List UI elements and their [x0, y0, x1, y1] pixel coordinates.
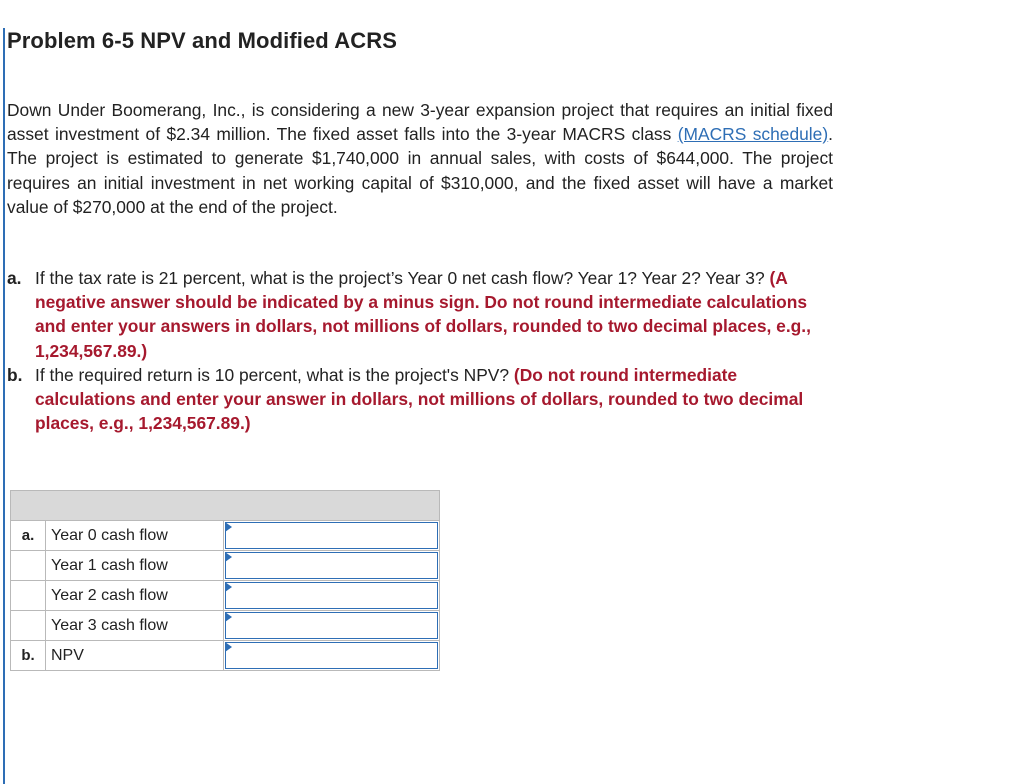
input-marker-icon	[225, 642, 232, 652]
year-0-cash-flow-input[interactable]	[225, 522, 438, 549]
left-border-rule	[3, 28, 5, 784]
row-label: Year 2 cash flow	[46, 581, 224, 611]
npv-input[interactable]	[225, 642, 438, 669]
year-1-cash-flow-input[interactable]	[225, 552, 438, 579]
row-label: NPV	[46, 641, 224, 671]
question-a	[7, 266, 833, 363]
input-marker-icon	[225, 612, 232, 622]
table-row	[11, 521, 440, 551]
question-b-label: b.	[7, 364, 23, 385]
input-marker-icon	[225, 522, 232, 532]
input-marker-icon	[225, 552, 232, 562]
row-part-label	[11, 551, 46, 581]
row-part-label	[11, 611, 46, 641]
row-part-label: a.	[11, 521, 46, 551]
question-b-text: If the required return is 10 percent, what is the project's NPV?	[35, 364, 514, 385]
question-list	[7, 266, 833, 435]
row-part-label	[11, 581, 46, 611]
question-a-text: If the tax rate is 21 percent, what is the project’s Year 0 net cash flow? Year 1? Year 2? Year 3?	[35, 268, 770, 288]
question-b	[7, 363, 833, 436]
question-a-note: (A negative answer should be indicated by a minus sign. Do not round intermediate calculations and enter your answers in dollars, not millions of dollars, rounded to two decimal places, e.g., 1,234,567.89.)	[35, 268, 811, 361]
table-row	[11, 551, 440, 581]
row-label: Year 1 cash flow	[46, 551, 224, 581]
answer-table	[10, 490, 440, 671]
year-2-cash-flow-input[interactable]	[225, 582, 438, 609]
table-row	[11, 611, 440, 641]
year-3-cash-flow-input[interactable]	[225, 612, 438, 639]
intro-text-part1: Down Under Boomerang, Inc., is considering a new 3-year expansion project that requires an initial fixed asset investment of $2.34 million. The fixed asset falls into the 3-year MACRS class	[7, 100, 833, 145]
input-marker-icon	[225, 582, 232, 592]
table-row	[11, 581, 440, 611]
answer-table-header	[11, 491, 440, 521]
problem-title: Problem 6-5 NPV and Modified ACRS	[7, 28, 397, 53]
table-row	[11, 641, 440, 671]
question-a-label: a.	[7, 268, 22, 288]
problem-intro	[7, 98, 833, 219]
question-b-note: (Do not round intermediate calculations and enter your answer in dollars, not millions of dollars, rounded to two decimal places, e.g., 1,234,567.89.)	[35, 364, 804, 434]
intro-text-part2: . The project is estimated to generate $1,740,000 in annual sales, with costs of $644,000. The project requires an initial investment in net working capital of $310,000, and the fixed asset will have a market value of $270,000 at the end of the project.	[7, 124, 833, 217]
row-label: Year 3 cash flow	[46, 611, 224, 641]
row-part-label: b.	[11, 641, 46, 671]
macrs-schedule-link[interactable]: (MACRS schedule)	[677, 124, 829, 145]
row-label: Year 0 cash flow	[46, 521, 224, 551]
